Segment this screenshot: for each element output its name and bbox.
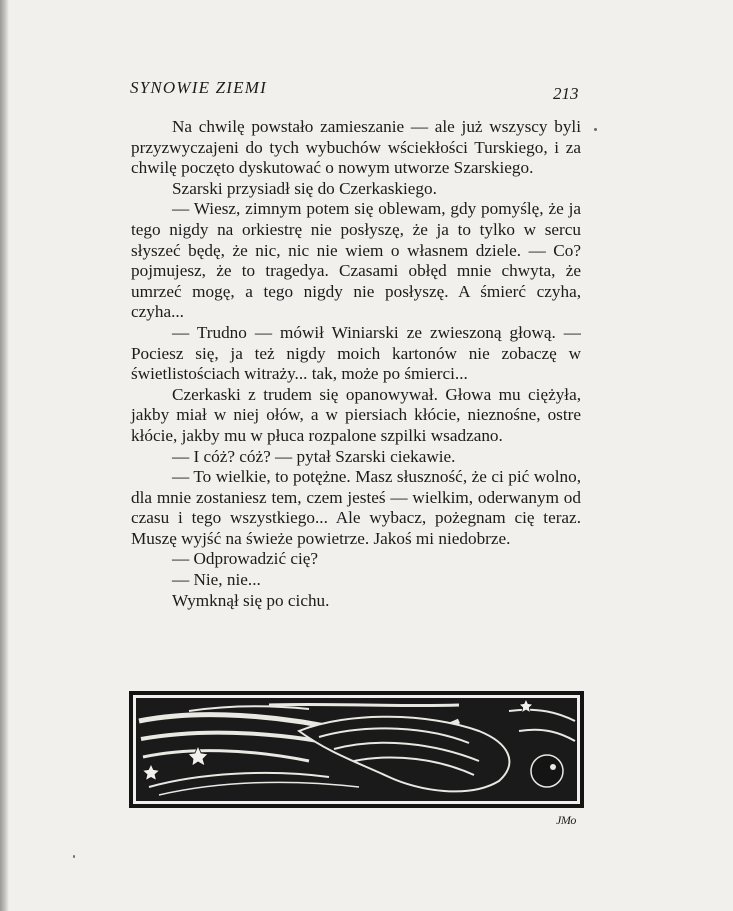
paragraph: — I cóż? cóż? — pytał Szarski ciekawie. (172, 446, 456, 466)
woodcut-vignette (129, 691, 584, 808)
paragraph: — To wielkie, to potężne. Masz słuszność, że ci pić wolno, dla mnie zostaniesz tem, czem jesteś — wielkim, oderwanym od czasu i tego wszystkiego... Ale wybacz, pożegnam cię teraz. Muszę wyjść na świeże powietrze. Jakoś mi niedobrze. (131, 467, 581, 548)
paragraph: Szarski przysiadł się do Czerkaskiego. (172, 178, 437, 198)
paragraph: — Odprowadzić cię? (172, 549, 319, 569)
paragraph: — Trudno — mówił Winiarski ze zwieszoną głową. — Pociesz się, ja też nigdy moich kartonów nie zobaczę w świetlistościach witraży... tak, może po śmierci... (131, 322, 581, 384)
paper-speck (73, 855, 75, 858)
paragraph: — Wiesz, zimnym potem się oblewam, gdy pomyślę, że ja tego nigdy na orkiestrę nie posłyszę, że ja to tylko w sercu słyszeć będę, że nic, nic nie wiem o własnem dziele. — Co? pojmujesz, że to tragedya. Czasami obłęd mnie chwyta, że umrzeć mogę, a tego nigdy nie posłyszę. A śmierć czyha, czyha... (131, 199, 581, 322)
page-number: 213 (553, 84, 579, 103)
running-title: SYNOWIE ZIEMI (130, 78, 267, 97)
paragraph: Czerkaski z trudem się opanowywał. Głowa mu ciężyła, jakby miał w niej ołów, a w piersiach kłócie, nieznośne, ostre kłócie, jakby mu w płuca rozpalone szpilki wsadzano. (131, 384, 581, 445)
body-text (131, 117, 581, 611)
artist-signature: JMo (556, 813, 576, 827)
page-binding-gutter (0, 0, 9, 911)
paper-speck (594, 128, 597, 131)
paragraph: Wymknął się po cichu. (172, 590, 330, 610)
paragraph: — Nie, nie... (172, 570, 261, 590)
paragraph: Na chwilę powstało zamieszanie — ale już wszyscy byli przyzwyczajeni do tych wybuchów wściekłości Turskiego, i za chwilę poczęto dyskutować o nowym utworze Szarskiego. (131, 117, 581, 178)
